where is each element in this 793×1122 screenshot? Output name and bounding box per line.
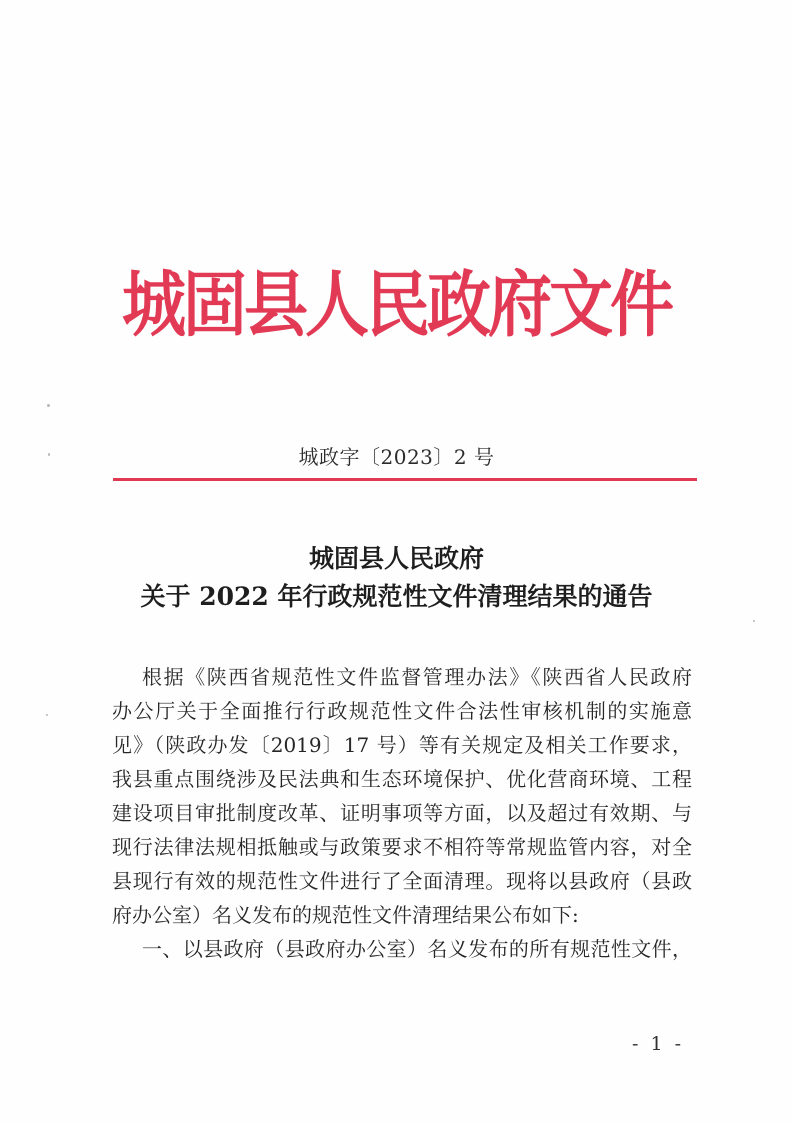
notice-body: [112, 660, 692, 966]
body-line: 府办公室）名义发布的规范性文件清理结果公布如下:: [112, 903, 579, 927]
document-number: 城政字〔2023〕2 号: [298, 445, 495, 469]
body-line: 见》（陕政办发〔2019〕17 号）等有关规定及相关工作要求，: [112, 733, 692, 757]
red-divider-rule: [113, 478, 697, 481]
notice-heading: [0, 540, 793, 616]
body-line: 我县重点围绕涉及民法典和生态环境保护、优化营商环境、工程: [112, 767, 692, 791]
body-line: 根据《陕西省规范性文件监督管理办法》《陕西省人民政府: [142, 665, 692, 689]
scan-speck: [48, 453, 50, 456]
scan-speck: [753, 620, 755, 622]
scan-speck: [47, 404, 50, 407]
body-line: 现行法律法规相抵触或与政策要求不相符等常规监管内容，对全: [112, 835, 692, 859]
body-line: 县现行有效的规范性文件进行了全面清理。现将以县政府（县政: [112, 869, 692, 893]
scan-speck: [46, 714, 48, 716]
body-line: 办公厅关于全面推行行政规范性文件合法性审核机制的实施意: [112, 699, 692, 723]
heading-subject: 关于 2022 年行政规范性文件清理结果的通告: [140, 582, 653, 611]
body-line: 一、以县政府（县政府办公室）名义发布的所有规范性文件，: [142, 937, 692, 961]
masthead-title: 城固县人民政府文件: [122, 263, 671, 348]
heading-issuer: 城固县人民政府: [308, 544, 484, 573]
body-line: 建设项目审批制度改革、证明事项等方面，以及超过有效期、与: [112, 801, 692, 825]
page-number: - 1 -: [632, 1033, 685, 1055]
